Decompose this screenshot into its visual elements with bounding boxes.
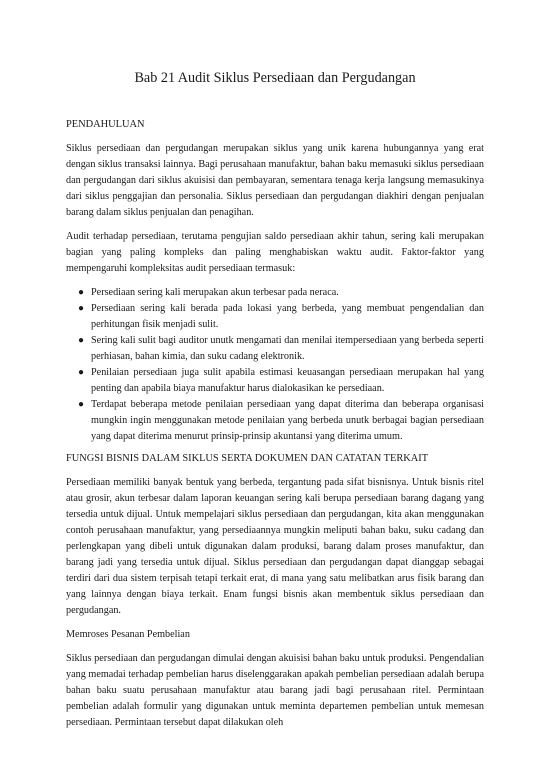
list-item-text: Penilaian persediaan juga sulit apabila estimasi keuasangan persediaan merupakan hal yang penting dan apabila biaya manufaktur harus dialokasikan ke persediaan.	[91, 367, 484, 394]
section-heading-business-functions: FUNGSI BISNIS DALAM SIKLUS SERTA DOKUMEN DAN CATATAN TERKAIT	[66, 453, 429, 464]
paragraph-intro-2: Audit terhadap persediaan, terutama pengujian saldo persediaan akhir tahun, sering kali merupakan bagian yang paling kompleks dan paling menghabiskan waktu audit. Faktor-faktor yang mempengaruhi kompleksitas audit persediaan termasuk:	[66, 231, 484, 274]
list-item-text: Persediaan sering kali merupakan akun terbesar pada neraca.	[91, 287, 339, 298]
complexity-factor-list	[66, 285, 484, 445]
list-item-text: Sering kali sulit bagi auditor unutk mengamati dan menilai itempersediaan yang berbeda seperti perhiasan, bahan kimia, dan suku cadang elektronik.	[91, 335, 484, 362]
list-item	[78, 285, 484, 301]
list-item-text: Terdapat beberapa metode penilaian persediaan yang dapat diterima dan beberapa organisasi mungkin ingin menggunakan metode penilaian yang berbeda unutk berbagai bagian persediaan yang dapat diterima menurut prinsip-prinsip akuntansi yang diterima umum.	[91, 399, 484, 442]
bullet-icon: ●	[78, 367, 85, 378]
section-heading-intro: PENDAHULUAN	[66, 119, 145, 130]
list-item	[78, 333, 484, 365]
bullet-icon: ●	[78, 287, 85, 298]
bullet-icon: ●	[78, 303, 85, 314]
list-item	[78, 301, 484, 333]
bullet-icon: ●	[78, 399, 85, 410]
paragraph-business-functions: Persediaan memiliki banyak bentuk yang berbeda, tergantung pada sifat bisnisnya. Untuk bisnis ritel atau grosir, akun terbesar dalam laporan keuangan sering kali berupa persediaan barang dagang yang tersedia untuk dijual. Untuk mempelajari siklus persediaan dan pergudangan, kita akan menggunakan contoh perusahaan manufaktur, yang persediaannya mungkin meliputi bahan baku, suku cadang dan perlengkapan yang dibeli untuk digunakan dalam produksi, barang dalam proses manufaktur, dan barang jadi yang tersedia untuk dijual. Siklus persediaan dan pergudangan dapat dianggap sebagai terdiri dari dua sistem terpisah tetapi terkait erat, di mana yang satu melibatkan arus fisik barang dan yang lainnya dengan biaya terkait. Enam fungsi bisnis akan membentuk siklus persediaan dan pergudangan.	[66, 477, 484, 616]
subheading-purchase-orders: Memroses Pesanan Pembelian	[66, 629, 190, 640]
document-title: Bab 21 Audit Siklus Persediaan dan Pergudangan	[134, 70, 416, 86]
list-item	[78, 397, 484, 445]
list-item	[78, 365, 484, 397]
bullet-icon: ●	[78, 335, 85, 346]
list-item-text: Persediaan sering kali berada pada lokasi yang berbeda, yang membuat pengendalian dan perhitungan fisik menjadi sulit.	[91, 303, 484, 330]
paragraph-intro-1: Siklus persediaan dan pergudangan merupakan siklus yang unik karena hubungannya yang erat dengan siklus transaksi lainnya. Bagi perusahaan manufaktur, bahan baku memasuki siklus persediaan dan pergudangan dari siklus akuisisi dan pembayaran, sementara tenaga kerja langsung memasukinya dari siklus penggajian dan personalia. Siklus persediaan dan pergudangan diakhiri dengan penjualan barang dalam siklus penjualan dan penagihan.	[66, 143, 484, 218]
paragraph-purchase-orders: Siklus persediaan dan pergudangan dimulai dengan akuisisi bahan baku untuk produksi. Pengendalian yang memadai terhadap pembelian harus diselenggarakan apakah pembelian persediaan adalah berupa bahan baku suatu perusahaan manufaktur atau barang jadi bagi perusahaan ritel. Permintaan pembelian adalah formulir yang digunakan untuk meminta departemen pembelian untuk memesan persediaan. Permintaan tersebut dapat dilakukan oleh	[66, 653, 484, 728]
